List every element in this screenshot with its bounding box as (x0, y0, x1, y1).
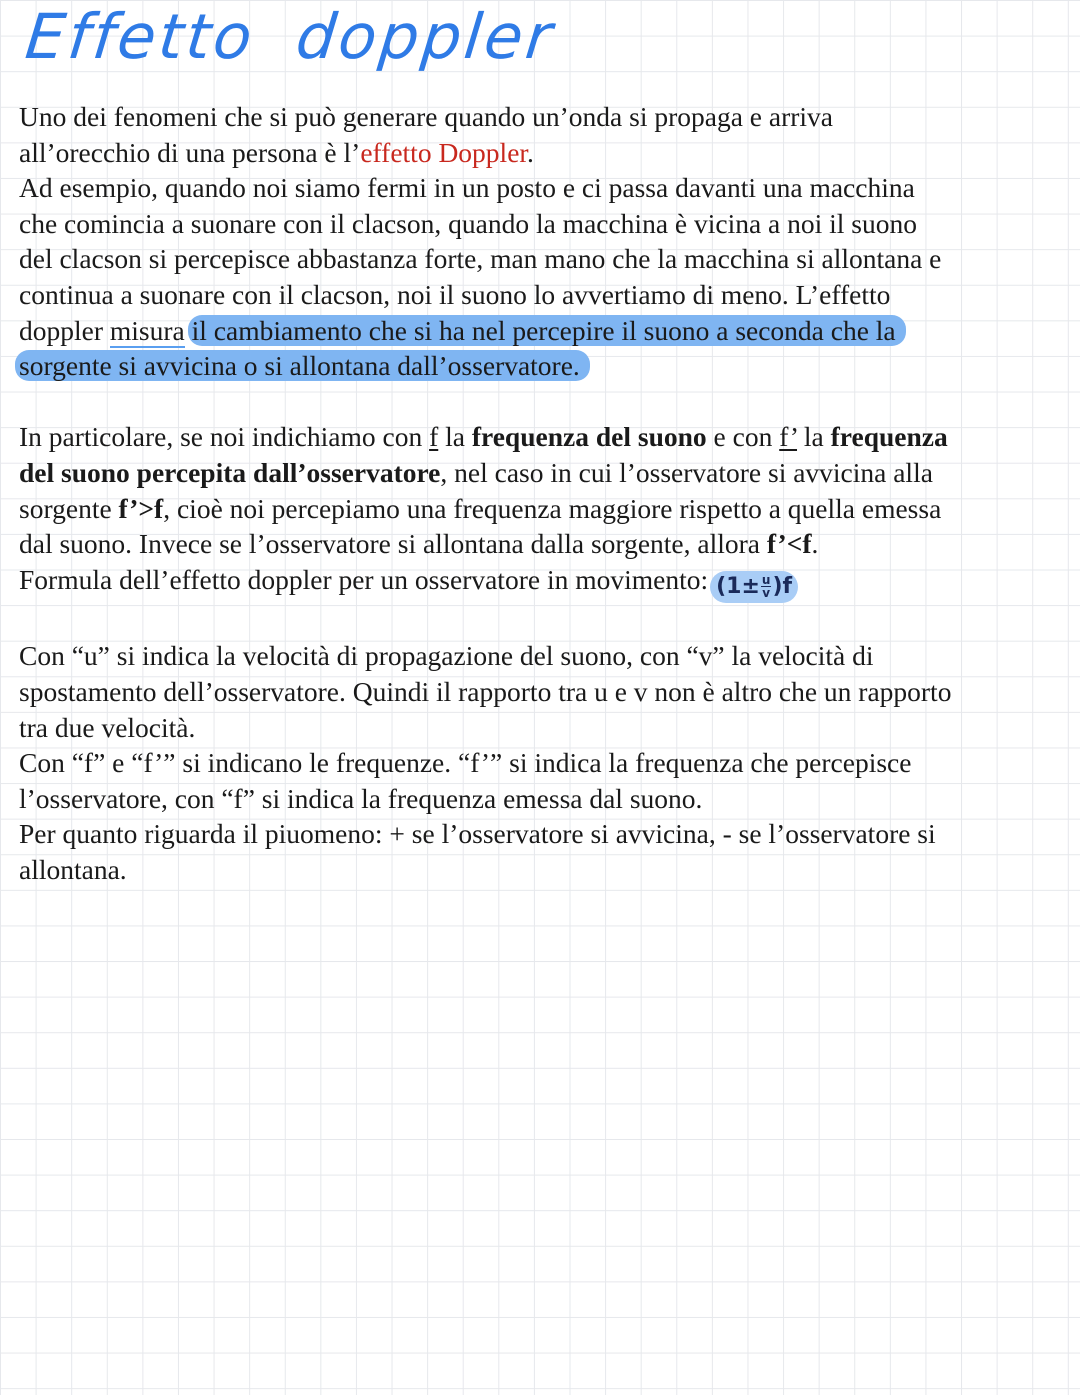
particolare-line (19, 526, 1079, 562)
intro-line: continua a suonare con il clacson, noi il suono lo avvertiamo di meno. L’effetto (19, 278, 891, 310)
particolare-line (19, 491, 1079, 527)
text: . (527, 136, 534, 168)
text: . (811, 528, 819, 560)
bold-term: frequenza del suono (471, 421, 707, 453)
underlined-word-misura: misura (109, 314, 185, 346)
bold-term: f’<f (766, 528, 812, 560)
text: Formula dell’effetto doppler per un osservatore in movimento: (19, 563, 709, 595)
spacer (19, 384, 1079, 420)
text: sorgente (19, 492, 119, 524)
spiegazione-line: spostamento dell’osservatore. Quindi il rapporto tra u e v non è altro che un rapporto (19, 675, 952, 707)
intro-line: Ad esempio, quando noi siamo fermi in un posto e ci passa davanti una macchina (19, 172, 915, 204)
text: doppler (19, 314, 110, 346)
title-word-effetto: Effetto (22, 0, 259, 73)
text: dal suono. Invece se l’osservatore si allontana dalla sorgente, allora (19, 528, 767, 560)
note-body (19, 99, 1079, 887)
spiegazione-line: Per quanto riguarda il piuomeno: + se l’osservatore si avvicina, - se l’osservatore si (19, 818, 936, 850)
intro-line (19, 135, 1079, 171)
bold-term: del suono percepita dall’osservatore (19, 456, 441, 488)
bold-term: f’>f (118, 492, 164, 524)
formula-open: (1± (716, 573, 760, 599)
doppler-formula (710, 571, 798, 603)
title-word-doppler: doppler (292, 0, 559, 73)
bold-term: frequenza (830, 421, 948, 453)
spiegazione-line: Con “f” e “f’” si indicano le frequenze. “f’” si indica la frequenza che percepisce (19, 747, 912, 779)
formula-close: )f (772, 573, 793, 599)
highlight-definition: il cambiamento che si ha nel percepire il suono a seconda che la (188, 315, 906, 346)
text: , cioè noi percepiamo una frequenza maggiore rispetto a quella emessa (163, 492, 942, 524)
spacer (19, 603, 1079, 639)
text: la (438, 421, 472, 453)
page-title (22, 0, 559, 73)
text: la (797, 421, 831, 453)
fraction-numerator: u (761, 573, 771, 588)
formula-fraction (761, 574, 772, 599)
symbol-f-prime: f’ (779, 421, 798, 453)
text: In particolare, se noi indichiamo con (19, 421, 430, 453)
text: all’orecchio di una persona è l’ (19, 136, 361, 168)
spiegazione-line: Con “u” si indica la velocità di propagazione del suono, con “v” la velocità di (19, 640, 874, 672)
effetto-doppler-term: effetto Doppler (360, 136, 528, 168)
intro-line (19, 348, 1079, 384)
particolare-line (19, 562, 1079, 603)
intro-line: che comincia a suonare con il clacson, quando la macchina è vicina a noi il suono (19, 207, 918, 239)
spiegazione-line: l’osservatore, con “f” si indica la frequenza emessa dal suono. (19, 782, 703, 814)
particolare-line (19, 455, 1079, 491)
spiegazione-line: allontana. (19, 853, 127, 885)
intro-line (19, 313, 1079, 349)
fraction-denominator: v (762, 586, 771, 601)
intro-line: del clacson si percepisce abbastanza forte, man mano che la macchina si allontana e (19, 243, 942, 275)
text: , nel caso in cui l’osservatore si avvicina alla (440, 456, 933, 488)
particolare-line (19, 419, 1079, 455)
text: e con (706, 421, 780, 453)
spiegazione-line: tra due velocità. (19, 711, 196, 743)
symbol-f: f (429, 421, 439, 453)
intro-line: Uno dei fenomeni che si può generare quando un’onda si propaga e arriva (19, 101, 834, 132)
highlight-definition: sorgente si avvicina o si allontana dall’osservatore. (15, 350, 590, 381)
